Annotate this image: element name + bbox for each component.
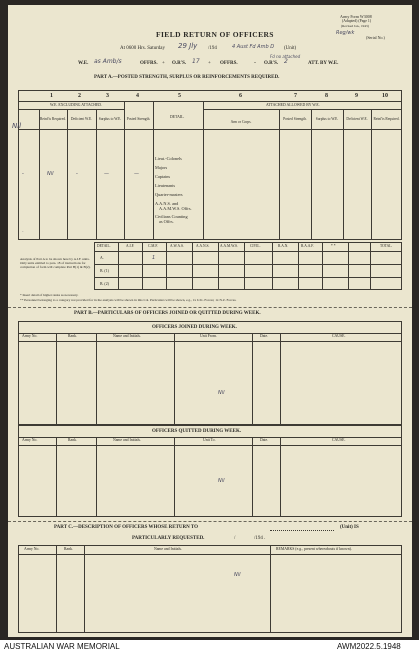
quitted-nil: Nil [218, 478, 225, 484]
plus-sign-2: + [208, 61, 211, 66]
joined-col-rank: Rank. [68, 334, 77, 338]
serial-label: (Serial No.) [366, 35, 385, 40]
rank-majors: Majors [155, 165, 168, 170]
we-handwriting: as Amb/s [94, 58, 122, 65]
part-c-nil: Nil [234, 572, 241, 578]
col-head-reinf: Reinf'ts Required. [40, 117, 66, 121]
analysis-col-aans: A.A.N.S. [196, 244, 210, 248]
ors2-handwriting: 2 [284, 58, 288, 65]
col-number-2: 2 [78, 93, 81, 99]
analysis-detail-label: DETAIL. [97, 244, 111, 248]
we-label: W.E. [78, 61, 89, 66]
analysis-table [94, 242, 402, 290]
rank-aans: A.A.N.S. and [155, 201, 179, 206]
analysis-hand-a: 1 [152, 255, 156, 261]
joined-col-cause: CAUSE. [332, 334, 346, 338]
analysis-col-ran: R.A.N. [278, 244, 289, 248]
analysis-footnote-2: ** Personnel belonging to a category not provided for in the analysis will be shown in this Col. Particulars will be shown, e.g., 1x U.K. Forces; 1x N.Z. Forces. [20, 298, 237, 302]
analysis-col-other: * * [331, 244, 336, 248]
time-label: At 0600 Hrs. Saturday [120, 46, 165, 51]
footer-bar [0, 640, 419, 653]
unit-handwriting: 4 Aust Fd Amb D [232, 44, 275, 50]
analysis-row-b2: B. (2) [100, 282, 109, 286]
deficient-dash: - [76, 171, 78, 177]
col-head-deficient: Deficient W.E. [70, 117, 93, 121]
attached-allowed-label: ATTACHED ALLOWED BY W.E. [266, 103, 320, 107]
quitted-col-rank: Rank. [68, 438, 77, 442]
part-c-col-army-no: Army No. [24, 547, 40, 551]
unit-label: (Unit) [284, 46, 297, 51]
analysis-col-cmf: C.M.F. [148, 244, 158, 248]
part-a-title: PART A.—POSTED STRENGTH, SURPLUS OR REINFORCEMENTS REQUIRED. [94, 75, 280, 80]
part-c-date-sep: / [234, 536, 236, 541]
part-c-col-name: Name and Initials. [154, 547, 182, 551]
analysis-row-b1: B. (1) [100, 269, 109, 273]
part-b-title: PART B.—PARTICULARS OF OFFICERS JOINED OR QUITTED DURING WEEK. [74, 311, 261, 316]
posted-row-nil: Nil [47, 171, 54, 177]
col-head-reinf-b: Reinf'ts Required. [373, 117, 400, 121]
analysis-col-aif: A.I.F. [126, 244, 135, 248]
analysis-col-awas: A.W.A.S. [170, 244, 184, 248]
col-number-7: 7 [294, 93, 297, 99]
part-a-table [18, 90, 402, 240]
form-title: FIELD RETURN OF OFFICERS [156, 30, 274, 39]
above-line-handwriting: Fd no attached [270, 54, 301, 59]
ors2-label: O.R'S. [264, 61, 279, 66]
surplus-dash: — [104, 171, 109, 177]
part-c-title: PART C.—DESCRIPTION OF OFFICERS WHOSE RETURN TO [54, 525, 199, 530]
col-head-posted: Posted Strength. [126, 117, 151, 121]
part-c-unit-label: (Unit) IS [340, 525, 359, 530]
part-c-table [18, 545, 402, 633]
rank-civilians: Civilians Counting [155, 214, 188, 219]
plus-offrs-label: OFFRS. [220, 61, 238, 66]
offrs-label: OFFRS. [140, 61, 158, 66]
col-number-5: 5 [178, 93, 181, 99]
rank-captains: Captains [155, 174, 171, 179]
analysis-col-total: TOTAL. [380, 244, 393, 248]
joined-title: OFFICERS JOINED DURING WEEK. [152, 325, 237, 330]
margin-handwriting: Nil [12, 122, 22, 130]
minus-sign: - [254, 60, 256, 66]
rank-lt-col: Lieut.-Colonels [155, 156, 182, 161]
analysis-col-aamws: A.A.M.W.S. [220, 244, 238, 248]
year-label: /194 [208, 46, 217, 51]
plus-sign-1: + [162, 61, 165, 66]
date-handwriting: 29 Jly [178, 42, 198, 50]
quitted-col-name: Name and Initials. [113, 438, 141, 442]
row-dash-left: - [22, 171, 24, 177]
joined-col-name: Name and Initials. [113, 334, 141, 338]
quitted-col-army-no: Army No. [22, 438, 38, 442]
joined-col-army-no: Army No. [22, 334, 38, 338]
quitted-title: OFFICERS QUITTED DURING WEEK. [152, 429, 242, 434]
col-head-arm: Arm or Corps. [230, 120, 252, 124]
serial-handwriting: Reg/wk [336, 30, 355, 36]
footer-accession-number: AWM2022.5.1948 [337, 642, 401, 651]
joined-nil: Nil [218, 390, 225, 396]
rank-as-offrs: as Offrs. [159, 219, 174, 224]
col-number-3: 3 [106, 93, 109, 99]
rank-lieutenants: Lieutenants [155, 183, 176, 188]
rank-aamws: A.A.M.W.S. Offrs. [159, 206, 192, 211]
col-number-8: 8 [325, 93, 328, 99]
army-form-adapted: (Adapted) (Page 1) [342, 19, 372, 23]
col-head-posted-b: Posted Strength. [283, 117, 307, 121]
footer-credit: AUSTRALIAN WAR MEMORIAL [4, 642, 120, 651]
army-form-edition: (Revised Jan., 1943) [341, 24, 369, 28]
col-number-1: 1 [50, 93, 53, 99]
joined-col-unit: Unit From. [200, 334, 217, 338]
form-sheet [8, 5, 412, 637]
col-head-deficient-b: Deficient W.E. [346, 117, 368, 121]
ors-label: O.R'S. [172, 61, 187, 66]
posted-dash: — [134, 171, 139, 177]
att-by-we-label: ATT. BY W.E. [308, 61, 339, 66]
analysis-row-a: A. [100, 256, 104, 260]
part-c-col-remarks: REMARKS (e.g., present whereabouts if known). [276, 547, 352, 551]
analysis-footnote-1: * Insert detail of higher ranks as necessary. [20, 293, 79, 297]
col-head-surplus: Surplus to W.E. [98, 117, 122, 121]
quitted-col-unit: Unit To. [203, 438, 216, 442]
row-dash-bottom: - [22, 229, 24, 234]
quitted-col-cause: CAUSE. [332, 438, 346, 442]
army-form-number: Army Form W3008 [340, 14, 372, 19]
rank-qm: Quarter-masters [155, 192, 183, 197]
part-c-col-rank: Rank. [64, 547, 73, 551]
analysis-col-civil: CIVIL. [250, 244, 261, 248]
analysis-col-raaf: R.A.A.F. [301, 244, 314, 248]
col-number-4: 4 [136, 93, 139, 99]
detail-label: DETAIL. [170, 115, 185, 119]
col-number-6: 6 [239, 93, 242, 99]
col-head-surplus-b: Surplus to W.E. [315, 117, 339, 121]
analysis-note: Analysis of Part A to be shown here by A.I.F. units. Only units entitled to para. 18 of instructions for completion of form will complete Part B(1) & B(2). [20, 257, 91, 270]
joined-col-date: Date. [260, 334, 269, 338]
col-number-9: 9 [355, 93, 358, 99]
part-c-year: /194 . [254, 536, 266, 541]
part-c-requested: PARTICULARLY REQUESTED. [132, 536, 205, 541]
quitted-col-date: Date. [260, 438, 269, 442]
we-excluding-label: W.E. EXCLUDING ATTACHED. [50, 103, 102, 107]
col-number-10: 10 [382, 93, 388, 99]
ors-handwriting: 17 [192, 58, 200, 65]
